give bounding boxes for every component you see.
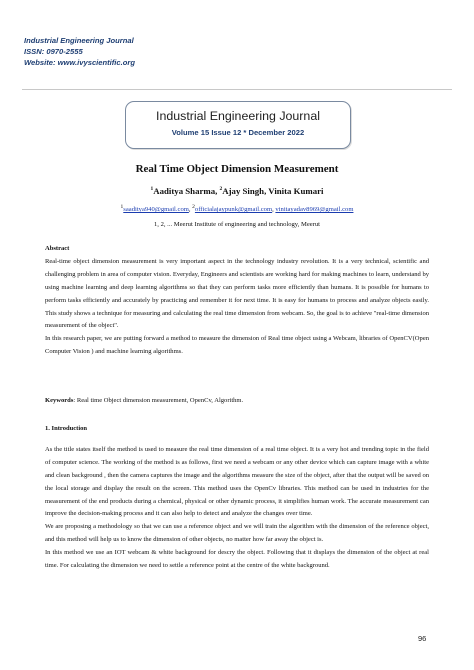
email-sup: 2 bbox=[192, 204, 195, 210]
abstract-heading: Abstract bbox=[45, 245, 70, 252]
journal-header bbox=[24, 35, 135, 68]
journal-name: Industrial Engineering Journal bbox=[24, 36, 134, 45]
introduction-heading: 1. Introduction bbox=[45, 425, 88, 432]
introduction-paragraph: In this method we use an IOT webcam & white background for descry the object. Following that it displays the dimension of the object at real time. For calculating the dimension we need to settle a reference point at the centre of the white background. bbox=[45, 549, 429, 570]
email-list: $^1$saaditya940@gmail.com, $^2$officialajaypunk@gmail.com, vinitayadav8969@gmail.com bbox=[120, 204, 354, 214]
abstract-section bbox=[45, 243, 429, 359]
introduction-section bbox=[45, 423, 429, 573]
journal-issn: ISSN: 0970-2555 bbox=[24, 47, 83, 56]
author-sup: 1 bbox=[150, 186, 154, 193]
introduction-paragraph: As the title states itself the method is used to measure the real time dimension of a real time object. It is a very hot and trending topic in the field of computer science. The working of the method is as follows, first we need a webcam or any other device which can capture image with a white and clean background , then the camera captures the image and the algorithms measure the size of the object, after that the output will be saved on the local storage and display the result on the screen. This method uses the OpenCv libraries. This method can be used in industries for the measurement of the end products during a chemical, physical or other dynamic process, it simplifies human work. The accurate measurement can improve the decision-making process and it can also help to detect and analyze the changes over time. bbox=[45, 445, 429, 518]
introduction-paragraph: We are proposing a methodology so that we can use a reference object and we will train the algorithm with the dimension of the reference object, and this method will help us to know the dimension of other objects, no matter how far away the object is. bbox=[45, 523, 429, 544]
keywords-text: : Real time Object dimension measurement, OpenCv, Algorithm. bbox=[73, 397, 244, 404]
abstract-paragraph: Real-time object dimension measurement is very important aspect in the technology industry revolution. It is a very technical, scientific and challenging problem in area of computer vision. Everyday, Engineers and scientists are working hard for making machines to learn, understand by using machine learning and deep learning algorithms so that they can perform tasks more efficiently than humans. It is possible for humans to perform tasks efficiently and accurately by practicing and remember it for next time. It is easy for humans to process and analyze objects easily. This study shows a technique for measuring and calculating the real time dimension from webcam. So, the goal is to achieve "real-time dimension measurement of the object". bbox=[45, 257, 429, 330]
author-list bbox=[0, 186, 474, 196]
email-link[interactable]: officialajaypunk@gmail.com bbox=[194, 206, 273, 214]
abstract-paragraph: In this research paper, we are putting forward a method to measure the dimension of Real time object using a Webcam, libraries of OpenCV(Open Computer Vision ) and machine learning algorithms. bbox=[45, 335, 429, 356]
journal-banner bbox=[125, 101, 351, 149]
keywords-line bbox=[45, 395, 429, 408]
page-number: 96 bbox=[418, 634, 427, 643]
author-name: Ajay Singh, Vinita Kumari bbox=[222, 186, 324, 196]
email-link[interactable]: vinitayadav8969@gmail.com bbox=[275, 206, 354, 214]
affiliation: 1, 2, ... Meerut Institute of engineering and technology, Meerut bbox=[153, 221, 321, 228]
keywords-label: Keywords bbox=[45, 397, 74, 404]
email-link[interactable]: saaditya940@gmail.com bbox=[123, 206, 189, 214]
journal-website: Website: www.ivyscientific.org bbox=[24, 58, 135, 67]
author-name: Aaditya Sharma, bbox=[153, 186, 220, 196]
paper-title: Real Time Object Dimension Measurement bbox=[135, 163, 339, 175]
email-sup: 1 bbox=[120, 204, 124, 210]
header-divider bbox=[22, 89, 452, 90]
banner-issue: Volume 15 Issue 12 * December 2022 bbox=[171, 128, 305, 137]
banner-title: Industrial Engineering Journal bbox=[156, 109, 320, 123]
author-sup: 2 bbox=[219, 186, 223, 193]
